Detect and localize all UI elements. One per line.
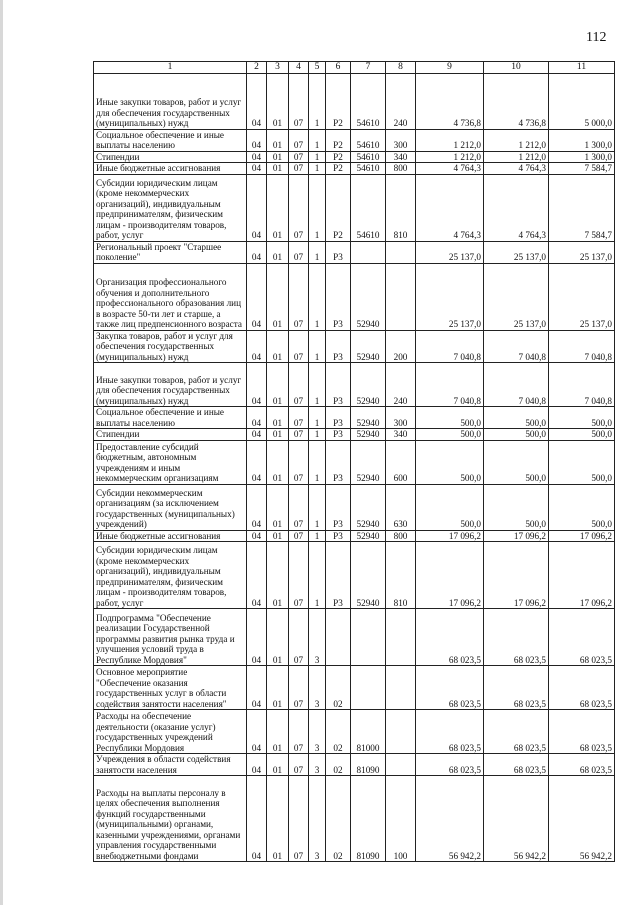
row-value-cell: 68 023,5 xyxy=(484,710,549,754)
row-value-cell xyxy=(351,666,386,710)
table-row xyxy=(94,73,615,129)
row-value-cell: 07 xyxy=(289,163,309,175)
row-value-cell: 1 xyxy=(309,73,326,129)
row-name-cell: Субсидии юридическим лицам (кроме некоммерческих организаций), индивидуальным предпринимателям, физическим лицам - производителям товаров, работ, услуг xyxy=(94,174,247,241)
row-value-cell: 07 xyxy=(289,776,309,862)
row-value-cell: 4 736,8 xyxy=(416,73,484,129)
row-value-cell: 07 xyxy=(289,407,309,429)
row-value-cell: 56 942,2 xyxy=(484,776,549,862)
header-cell: 9 xyxy=(416,62,484,74)
row-value-cell: 4 764,3 xyxy=(416,163,484,175)
header-cell: 2 xyxy=(247,62,267,74)
row-value-cell: 04 xyxy=(247,407,267,429)
row-value-cell: 01 xyxy=(267,363,289,407)
row-value-cell: 01 xyxy=(267,484,289,530)
row-value-cell: 1 300,0 xyxy=(549,151,615,163)
row-value-cell: 01 xyxy=(267,174,289,241)
row-name-cell: Иные бюджетные ассигнования xyxy=(94,530,247,542)
row-value-cell: 04 xyxy=(247,776,267,862)
row-value-cell: 52940 xyxy=(351,429,386,441)
row-name-cell: Учреждения в области содействия занятости населения xyxy=(94,754,247,776)
row-value-cell: 500,0 xyxy=(484,407,549,429)
row-value-cell: 25 137,0 xyxy=(416,241,484,263)
row-value-cell: 1 xyxy=(309,530,326,542)
row-name-cell: Закупка товаров, работ и услуг для обеспечения государственных (муниципальных) нужд xyxy=(94,330,247,363)
row-name-cell: Расходы на выплаты персоналу в целях обеспечения выполнения функций государственными (муниципальными) органами, казенными учреждениями, органами управления государственными внебюджетными фондами xyxy=(94,776,247,862)
row-value-cell: 01 xyxy=(267,129,289,151)
row-name-cell: Региональный проект "Старшее поколение" xyxy=(94,241,247,263)
row-value-cell: 07 xyxy=(289,363,309,407)
row-value-cell: 07 xyxy=(289,530,309,542)
row-value-cell: 52940 xyxy=(351,542,386,609)
row-value-cell xyxy=(386,263,416,330)
row-value-cell: 04 xyxy=(247,174,267,241)
row-value-cell: P3 xyxy=(326,241,351,263)
table-row xyxy=(94,754,615,776)
row-value-cell: 25 137,0 xyxy=(484,241,549,263)
row-value-cell: 1 xyxy=(309,129,326,151)
row-name-cell: Подпрограмма "Обеспечение реализации Государственной программы развития рынка труда и улучшения условий труда в Республике Мордовия" xyxy=(94,609,247,666)
row-value-cell: 04 xyxy=(247,429,267,441)
table-row xyxy=(94,484,615,530)
row-value-cell: 68 023,5 xyxy=(416,754,484,776)
row-value-cell: 240 xyxy=(386,73,416,129)
row-value-cell: P3 xyxy=(326,484,351,530)
row-value-cell: 56 942,2 xyxy=(549,776,615,862)
table-header-row xyxy=(94,62,615,74)
row-value-cell xyxy=(326,609,351,666)
row-value-cell: 5 000,0 xyxy=(549,73,615,129)
row-value-cell: 07 xyxy=(289,429,309,441)
header-cell: 11 xyxy=(549,62,615,74)
row-value-cell: 81000 xyxy=(351,710,386,754)
row-value-cell: 04 xyxy=(247,609,267,666)
row-value-cell: 01 xyxy=(267,776,289,862)
row-value-cell: P3 xyxy=(326,363,351,407)
header-cell: 7 xyxy=(351,62,386,74)
row-value-cell: 54610 xyxy=(351,129,386,151)
row-value-cell: 25 137,0 xyxy=(549,263,615,330)
row-value-cell: 500,0 xyxy=(549,484,615,530)
table-row xyxy=(94,174,615,241)
row-value-cell: 17 096,2 xyxy=(416,542,484,609)
header-cell: 3 xyxy=(267,62,289,74)
row-value-cell: 54610 xyxy=(351,174,386,241)
row-value-cell: 1 300,0 xyxy=(549,129,615,151)
row-value-cell: 04 xyxy=(247,754,267,776)
row-name-cell: Основное мероприятие "Обеспечение оказания государственных услуг в области содействия занятости населения" xyxy=(94,666,247,710)
row-value-cell: 500,0 xyxy=(549,440,615,484)
row-value-cell: 07 xyxy=(289,484,309,530)
scan-edge-shadow xyxy=(0,0,3,905)
row-value-cell: 1 xyxy=(309,330,326,363)
row-value-cell: 07 xyxy=(289,666,309,710)
row-value-cell: 300 xyxy=(386,129,416,151)
row-value-cell: 68 023,5 xyxy=(549,710,615,754)
row-value-cell: 1 212,0 xyxy=(416,151,484,163)
row-value-cell: 01 xyxy=(267,710,289,754)
row-name-cell: Субсидии юридическим лицам (кроме некоммерческих организаций), индивидуальным предпринимателям, физическим лицам - производителям товаров, работ, услуг xyxy=(94,542,247,609)
row-value-cell: 1 212,0 xyxy=(484,151,549,163)
row-value-cell: 01 xyxy=(267,666,289,710)
row-value-cell: 07 xyxy=(289,151,309,163)
row-value-cell: 810 xyxy=(386,542,416,609)
row-value-cell: 01 xyxy=(267,151,289,163)
row-value-cell: 04 xyxy=(247,263,267,330)
row-value-cell: 500,0 xyxy=(416,429,484,441)
row-value-cell: 68 023,5 xyxy=(549,666,615,710)
row-value-cell xyxy=(386,609,416,666)
row-value-cell: P3 xyxy=(326,542,351,609)
row-value-cell: 68 023,5 xyxy=(484,754,549,776)
row-value-cell: 07 xyxy=(289,440,309,484)
row-name-cell: Иные бюджетные ассигнования xyxy=(94,163,247,175)
row-value-cell: 01 xyxy=(267,609,289,666)
row-value-cell: 07 xyxy=(289,330,309,363)
row-value-cell: P2 xyxy=(326,73,351,129)
row-value-cell xyxy=(386,666,416,710)
row-value-cell: 07 xyxy=(289,263,309,330)
row-value-cell: P2 xyxy=(326,174,351,241)
row-value-cell: P2 xyxy=(326,163,351,175)
row-value-cell: 04 xyxy=(247,151,267,163)
table-row xyxy=(94,666,615,710)
row-value-cell: 04 xyxy=(247,710,267,754)
row-value-cell: 1 xyxy=(309,241,326,263)
row-value-cell: 81090 xyxy=(351,754,386,776)
row-value-cell: 500,0 xyxy=(416,440,484,484)
header-cell: 4 xyxy=(289,62,309,74)
row-value-cell: 07 xyxy=(289,73,309,129)
row-value-cell: 1 xyxy=(309,363,326,407)
row-value-cell: 07 xyxy=(289,710,309,754)
row-value-cell: P3 xyxy=(326,407,351,429)
row-value-cell: 340 xyxy=(386,151,416,163)
row-value-cell: 500,0 xyxy=(484,440,549,484)
row-value-cell: 100 xyxy=(386,776,416,862)
table-row xyxy=(94,710,615,754)
row-value-cell: 04 xyxy=(247,129,267,151)
row-value-cell: P2 xyxy=(326,129,351,151)
row-value-cell: 04 xyxy=(247,530,267,542)
table-row xyxy=(94,241,615,263)
row-value-cell: 04 xyxy=(247,163,267,175)
row-value-cell: 4 736,8 xyxy=(484,73,549,129)
table-row xyxy=(94,776,615,862)
row-name-cell: Иные закупки товаров, работ и услуг для обеспечения государственных (муниципальных) нужд xyxy=(94,363,247,407)
row-name-cell: Субсидии некоммерческим организациям (за исключением государственных (муниципальных) учреждений) xyxy=(94,484,247,530)
header-cell: 5 xyxy=(309,62,326,74)
row-value-cell: 68 023,5 xyxy=(484,609,549,666)
row-value-cell: 7 584,7 xyxy=(549,163,615,175)
table-row xyxy=(94,129,615,151)
row-value-cell: 1 xyxy=(309,429,326,441)
row-value-cell: 1 212,0 xyxy=(416,129,484,151)
row-value-cell: 7 584,7 xyxy=(549,174,615,241)
row-name-cell: Стипендии xyxy=(94,151,247,163)
row-value-cell: 1 xyxy=(309,484,326,530)
table-row xyxy=(94,163,615,175)
row-value-cell: 500,0 xyxy=(549,407,615,429)
row-value-cell: 52940 xyxy=(351,263,386,330)
row-value-cell: 54610 xyxy=(351,163,386,175)
row-value-cell: 17 096,2 xyxy=(416,530,484,542)
row-value-cell: 52940 xyxy=(351,407,386,429)
row-value-cell: 17 096,2 xyxy=(484,542,549,609)
row-name-cell: Социальное обеспечение и иные выплаты населению xyxy=(94,407,247,429)
row-value-cell: P3 xyxy=(326,429,351,441)
row-value-cell: 3 xyxy=(309,609,326,666)
row-name-cell: Иные закупки товаров, работ и услуг для обеспечения государственных (муниципальных) нужд xyxy=(94,73,247,129)
row-value-cell: 800 xyxy=(386,163,416,175)
header-cell: 6 xyxy=(326,62,351,74)
table-body xyxy=(94,62,615,862)
row-value-cell: 02 xyxy=(326,754,351,776)
row-value-cell: 04 xyxy=(247,542,267,609)
row-value-cell: 7 040,8 xyxy=(484,363,549,407)
row-value-cell: 1 xyxy=(309,174,326,241)
row-value-cell: 52940 xyxy=(351,440,386,484)
row-name-cell: Предоставление субсидий бюджетным, автономным учреждениям и иным некоммерческим организациям xyxy=(94,440,247,484)
row-value-cell xyxy=(386,241,416,263)
row-value-cell: 02 xyxy=(326,710,351,754)
row-value-cell: 68 023,5 xyxy=(416,609,484,666)
table-row xyxy=(94,440,615,484)
row-value-cell: 7 040,8 xyxy=(416,363,484,407)
row-value-cell: 800 xyxy=(386,530,416,542)
row-value-cell: 81090 xyxy=(351,776,386,862)
header-cell: 8 xyxy=(386,62,416,74)
page-number: 112 xyxy=(586,30,607,45)
table-row xyxy=(94,407,615,429)
row-value-cell: 01 xyxy=(267,429,289,441)
row-value-cell: 68 023,5 xyxy=(484,666,549,710)
row-value-cell: 04 xyxy=(247,484,267,530)
row-value-cell: 1 xyxy=(309,440,326,484)
row-value-cell: 01 xyxy=(267,754,289,776)
row-value-cell: 340 xyxy=(386,429,416,441)
header-cell: 10 xyxy=(484,62,549,74)
row-value-cell: 7 040,8 xyxy=(416,330,484,363)
row-value-cell: 54610 xyxy=(351,73,386,129)
row-value-cell: 17 096,2 xyxy=(549,542,615,609)
row-value-cell: 500,0 xyxy=(416,484,484,530)
row-value-cell: 1 xyxy=(309,263,326,330)
row-value-cell: 810 xyxy=(386,174,416,241)
row-value-cell: P3 xyxy=(326,530,351,542)
table-row xyxy=(94,330,615,363)
row-value-cell: 3 xyxy=(309,710,326,754)
table-row xyxy=(94,363,615,407)
row-value-cell: 17 096,2 xyxy=(484,530,549,542)
row-value-cell: 500,0 xyxy=(484,484,549,530)
row-value-cell: 1 xyxy=(309,542,326,609)
row-value-cell xyxy=(351,609,386,666)
row-value-cell xyxy=(351,241,386,263)
row-value-cell: 02 xyxy=(326,666,351,710)
row-value-cell: 01 xyxy=(267,407,289,429)
row-value-cell: 04 xyxy=(247,363,267,407)
row-value-cell: 52940 xyxy=(351,363,386,407)
table-row xyxy=(94,429,615,441)
row-value-cell: 01 xyxy=(267,530,289,542)
row-value-cell: 25 137,0 xyxy=(484,263,549,330)
row-value-cell: 04 xyxy=(247,73,267,129)
row-value-cell: 07 xyxy=(289,609,309,666)
row-value-cell: 4 764,3 xyxy=(416,174,484,241)
row-value-cell: 1 xyxy=(309,407,326,429)
row-value-cell: 52940 xyxy=(351,530,386,542)
row-value-cell: 25 137,0 xyxy=(549,241,615,263)
row-value-cell: 7 040,8 xyxy=(549,363,615,407)
row-value-cell: 04 xyxy=(247,330,267,363)
row-value-cell: 68 023,5 xyxy=(416,666,484,710)
row-value-cell: 3 xyxy=(309,776,326,862)
row-name-cell: Социальное обеспечение и иные выплаты населению xyxy=(94,129,247,151)
row-value-cell: 07 xyxy=(289,174,309,241)
row-value-cell: 17 096,2 xyxy=(549,530,615,542)
row-value-cell: 01 xyxy=(267,330,289,363)
table-row xyxy=(94,530,615,542)
row-value-cell: 56 942,2 xyxy=(416,776,484,862)
row-value-cell: 02 xyxy=(326,776,351,862)
table-row xyxy=(94,609,615,666)
row-value-cell: 01 xyxy=(267,440,289,484)
row-value-cell: P3 xyxy=(326,440,351,484)
row-value-cell: 4 764,3 xyxy=(484,163,549,175)
row-value-cell: 1 xyxy=(309,163,326,175)
row-name-cell: Стипендии xyxy=(94,429,247,441)
row-value-cell: P2 xyxy=(326,151,351,163)
row-value-cell xyxy=(386,710,416,754)
row-value-cell: 01 xyxy=(267,163,289,175)
row-name-cell: Организация профессионального обучения и дополнительного профессионального образования лиц в возрасте 50-ти лет и старше, а также лиц предпенсионного возраста xyxy=(94,263,247,330)
row-value-cell: 68 023,5 xyxy=(549,609,615,666)
table-row xyxy=(94,151,615,163)
row-value-cell: 240 xyxy=(386,363,416,407)
row-value-cell: 7 040,8 xyxy=(549,330,615,363)
header-cell: 1 xyxy=(94,62,247,74)
row-value-cell: 68 023,5 xyxy=(549,754,615,776)
row-value-cell: 500,0 xyxy=(549,429,615,441)
row-value-cell: 3 xyxy=(309,666,326,710)
table-row xyxy=(94,263,615,330)
row-value-cell: 4 764,3 xyxy=(484,174,549,241)
row-value-cell: 52940 xyxy=(351,484,386,530)
row-value-cell: 01 xyxy=(267,73,289,129)
budget-table xyxy=(93,61,615,862)
row-value-cell: 07 xyxy=(289,241,309,263)
row-value-cell: 630 xyxy=(386,484,416,530)
row-value-cell: 68 023,5 xyxy=(416,710,484,754)
row-value-cell xyxy=(386,754,416,776)
row-value-cell: 07 xyxy=(289,542,309,609)
row-value-cell: P3 xyxy=(326,330,351,363)
row-value-cell: 200 xyxy=(386,330,416,363)
row-value-cell: 500,0 xyxy=(484,429,549,441)
row-name-cell: Расходы на обеспечение деятельности (оказание услуг) государственных учреждений Республики Мордовия xyxy=(94,710,247,754)
row-value-cell: P3 xyxy=(326,263,351,330)
row-value-cell: 01 xyxy=(267,241,289,263)
table-row xyxy=(94,542,615,609)
row-value-cell: 600 xyxy=(386,440,416,484)
row-value-cell: 04 xyxy=(247,440,267,484)
row-value-cell: 04 xyxy=(247,241,267,263)
row-value-cell: 01 xyxy=(267,263,289,330)
row-value-cell: 04 xyxy=(247,666,267,710)
row-value-cell: 7 040,8 xyxy=(484,330,549,363)
row-value-cell: 1 xyxy=(309,151,326,163)
row-value-cell: 07 xyxy=(289,129,309,151)
row-value-cell: 25 137,0 xyxy=(416,263,484,330)
row-value-cell: 300 xyxy=(386,407,416,429)
row-value-cell: 1 212,0 xyxy=(484,129,549,151)
row-value-cell: 07 xyxy=(289,754,309,776)
row-value-cell: 52940 xyxy=(351,330,386,363)
row-value-cell: 54610 xyxy=(351,151,386,163)
row-value-cell: 01 xyxy=(267,542,289,609)
row-value-cell: 3 xyxy=(309,754,326,776)
row-value-cell: 500,0 xyxy=(416,407,484,429)
